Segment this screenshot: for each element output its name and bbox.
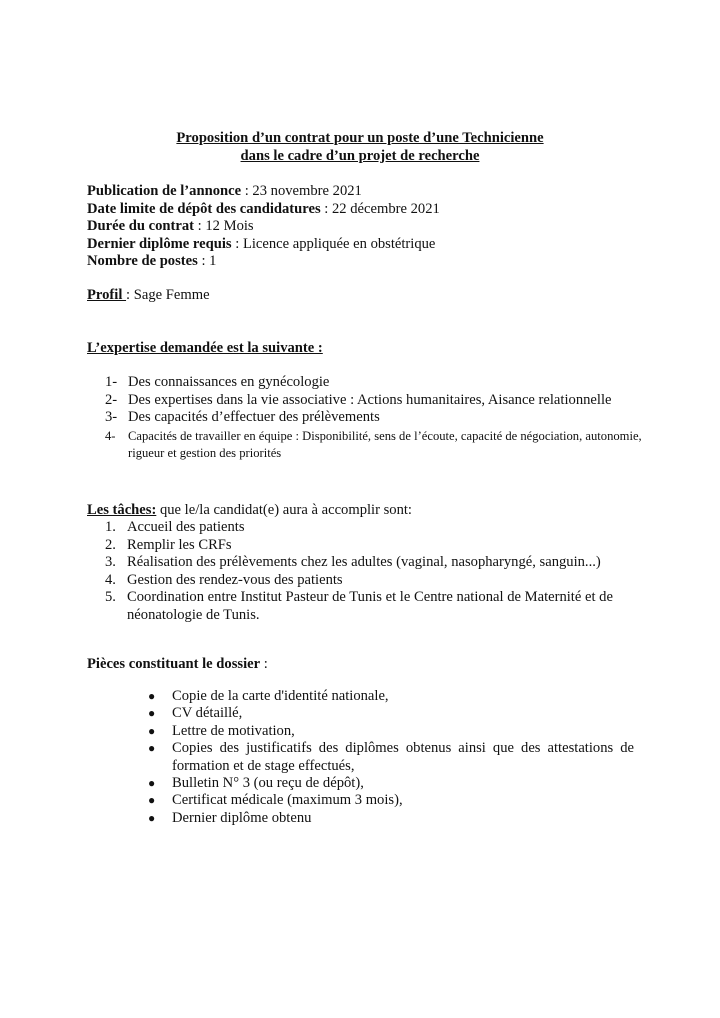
item-number: 3-: [105, 409, 118, 425]
list-item: [105, 554, 645, 572]
profile-label: Profil: [87, 287, 127, 303]
list-item: [105, 589, 645, 624]
list-item: [105, 409, 645, 427]
list-item: [148, 792, 634, 809]
bullet-icon: ●: [148, 689, 156, 703]
bullet-icon: ●: [148, 776, 156, 791]
bullet-icon: ●: [148, 793, 156, 808]
list-item: [105, 374, 645, 392]
profile-line: [87, 287, 210, 304]
detail-label: Date limite de dépôt des candidatures: [87, 200, 321, 217]
list-item: [148, 775, 634, 792]
detail-value: : 1: [197, 253, 217, 269]
list-item: [148, 705, 634, 722]
item-text: Capacités de travailler en équipe : Disponibilité, sens de l’écoute, capacité de négociation, autonomie, rigueur et gestion des priorités: [128, 428, 642, 460]
item-text: Coordination entre Institut Pasteur de Tunis et le Centre national de Maternité et de néonatologie de Tunis.: [127, 589, 613, 623]
profile-value: : Sage Femme: [126, 287, 210, 303]
item-number: 2-: [105, 391, 118, 408]
list-item: [148, 688, 634, 705]
expertise-list: [105, 374, 645, 462]
documents-heading-label: Pièces constituant le dossier: [87, 656, 261, 672]
detail-value: : Licence appliquée en obstétrique: [231, 235, 436, 252]
document-title: [0, 130, 720, 165]
list-item: [148, 723, 634, 740]
list-item: [148, 740, 634, 775]
bullet-icon: ●: [148, 741, 156, 756]
item-text: Bulletin N° 3 (ou reçu de dépôt),: [172, 775, 364, 792]
bullet-icon: ●: [148, 723, 156, 738]
detail-diploma: [87, 236, 440, 254]
detail-label: Nombre de postes: [87, 253, 198, 269]
item-text: Accueil des patients: [127, 519, 245, 535]
item-text: Des connaissances en gynécologie: [128, 374, 330, 390]
bullet-icon: ●: [148, 810, 156, 825]
item-number: 3.: [105, 554, 116, 570]
detail-publication: [87, 183, 440, 201]
item-text: CV détaillé,: [172, 705, 243, 722]
item-text: Copies des justificatifs des diplômes obtenus ainsi que des attestations de formation et de stage effectués,: [172, 740, 634, 774]
item-number: 4-: [105, 428, 116, 443]
item-text: Gestion des rendez-vous des patients: [127, 571, 343, 588]
item-text: Copie de la carte d'identité nationale,: [172, 688, 389, 704]
documents-list: [148, 688, 634, 827]
documents-heading-rest: :: [260, 656, 268, 672]
tasks-heading-rest: que le/la candidat(e) aura à accomplir sont:: [156, 502, 412, 518]
list-item: [148, 810, 634, 827]
detail-positions: [87, 253, 440, 271]
item-text: Remplir les CRFs: [127, 536, 232, 553]
list-item: [105, 572, 645, 590]
item-number: 1.: [105, 519, 116, 535]
item-text: Certificat médicale (maximum 3 mois),: [172, 792, 403, 809]
bullet-icon: ●: [148, 706, 156, 721]
detail-label: Publication de l’annonce: [87, 183, 242, 199]
tasks-list: [105, 519, 645, 624]
documents-heading: [87, 656, 268, 673]
announcement-details: [87, 183, 440, 271]
list-item: [105, 537, 645, 555]
detail-label: Dernier diplôme requis: [87, 235, 232, 252]
item-text: Des expertises dans la vie associative : Actions humanitaires, Aisance relationnelle: [128, 391, 612, 408]
item-number: 4.: [105, 571, 116, 588]
detail-value: : 23 novembre 2021: [241, 183, 362, 199]
title-line-1: Proposition d’un contrat pour un poste d’une Technicienne: [176, 130, 544, 146]
expertise-heading: L’expertise demandée est la suivante :: [87, 340, 323, 356]
item-number: 1-: [105, 374, 118, 390]
detail-deadline: [87, 201, 440, 219]
list-item: [105, 392, 645, 410]
detail-duration: [87, 218, 440, 236]
item-number: 5.: [105, 589, 116, 605]
tasks-heading-label: Les tâches:: [87, 502, 157, 518]
list-item: [105, 427, 645, 462]
item-text: Des capacités d’effectuer des prélèvements: [128, 409, 380, 425]
item-text: Réalisation des prélèvements chez les adultes (vaginal, nasopharyngé, sanguin...): [127, 554, 601, 570]
item-text: Dernier diplôme obtenu: [172, 809, 312, 826]
list-item: [105, 519, 645, 537]
detail-value: : 12 Mois: [194, 218, 254, 234]
item-text: Lettre de motivation,: [172, 722, 295, 739]
detail-label: Durée du contrat: [87, 218, 195, 234]
title-line-2: dans le cadre d’un projet de recherche: [240, 147, 480, 164]
tasks-heading: [87, 502, 412, 519]
detail-value: : 22 décembre 2021: [320, 200, 440, 217]
item-number: 2.: [105, 536, 116, 553]
